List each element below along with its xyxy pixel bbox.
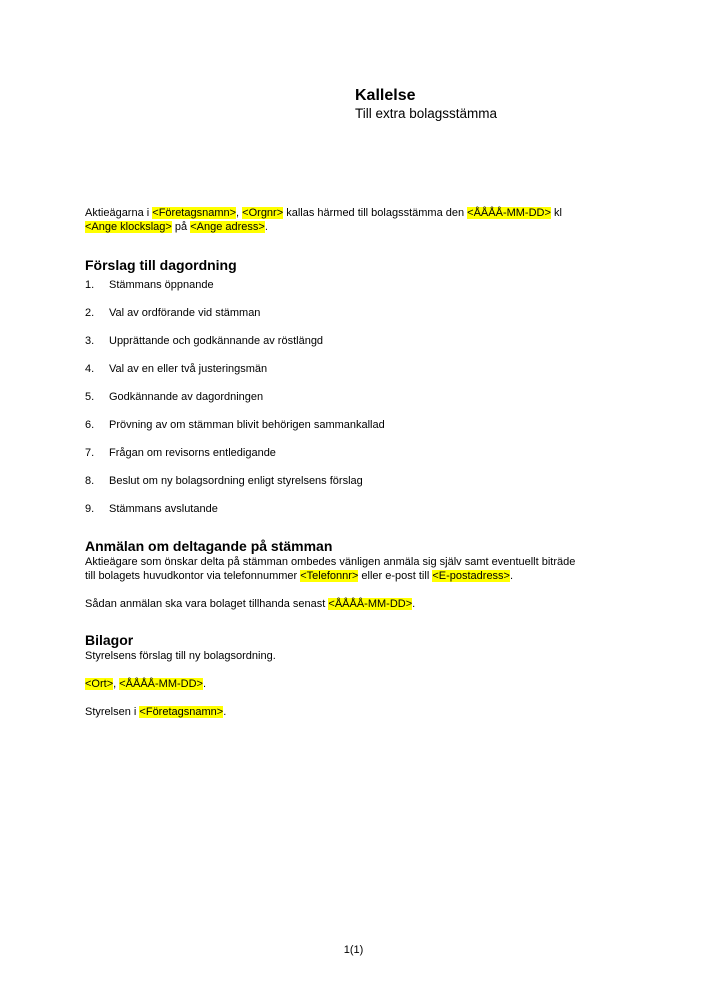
agenda-item: [85, 362, 625, 390]
deadline-text: Sådan anmälan ska vara bolaget tillhanda senast: [85, 598, 329, 610]
board-signature-line: [85, 705, 625, 719]
agenda-item-number: 1.: [85, 279, 95, 291]
intro-text: ,: [236, 207, 243, 219]
agenda-item-text: Frågan om revisorns entledigande: [109, 447, 276, 459]
agenda-item-number: 4.: [85, 363, 95, 375]
agenda-item: [85, 390, 625, 418]
attachment-item: Styrelsens förslag till ny bolagsordning.: [85, 650, 276, 662]
registration-heading: Anmälan om deltagande på stämman: [85, 538, 333, 554]
signature-date-placeholder: <ÅÅÅÅ-MM-DD>: [119, 678, 203, 690]
company-placeholder: <Företagsnamn>: [152, 207, 237, 219]
agenda-item: [85, 474, 625, 502]
registration-text: eller e-post till: [358, 570, 433, 582]
deadline-date-placeholder: <ÅÅÅÅ-MM-DD>: [328, 598, 413, 610]
agenda-item: [85, 502, 625, 530]
agenda-item-text: Stämmans avslutande: [109, 503, 218, 515]
agenda-item: [85, 278, 625, 306]
agenda-item-text: Val av ordförande vid stämman: [109, 307, 261, 319]
orgnr-placeholder: <Orgnr>: [242, 207, 284, 219]
attachments-heading: Bilagor: [85, 632, 134, 648]
address-placeholder: <Ange adress>: [190, 221, 265, 233]
title-block: [355, 87, 497, 122]
registration-paragraph: [85, 555, 625, 583]
board-company-placeholder: <Företagsnamn>: [139, 706, 224, 718]
phone-placeholder: <Telefonnr>: [300, 570, 359, 582]
agenda-item-text: Stämmans öppnande: [109, 279, 214, 291]
agenda-item: [85, 418, 625, 446]
agenda-item-number: 5.: [85, 391, 95, 403]
intro-text: kl: [550, 207, 562, 219]
deadline-paragraph: [85, 597, 625, 611]
agenda-item-number: 7.: [85, 447, 95, 459]
board-text: Styrelsen i: [85, 706, 140, 718]
agenda-item-number: 3.: [85, 335, 95, 347]
document-body: [85, 206, 625, 719]
agenda-item: [85, 306, 625, 334]
registration-text: Aktieägare som önskar delta på stämman ombedes vänligen anmäla sig själv samt eventuellt biträde: [85, 556, 576, 568]
registration-text: till bolagets huvudkontor via telefonnummer: [85, 570, 301, 582]
agenda-item-number: 6.: [85, 419, 95, 431]
agenda-item-text: Godkännande av dagordningen: [109, 391, 264, 403]
agenda-item-number: 2.: [85, 307, 95, 319]
time-placeholder: <Ange klockslag>: [85, 221, 172, 233]
agenda-item-text: Prövning av om stämman blivit behörigen sammankallad: [109, 419, 385, 431]
email-placeholder: <E-postadress>: [432, 570, 510, 582]
agenda-item: [85, 446, 625, 474]
registration-text: .: [509, 570, 514, 582]
intro-text: .: [264, 221, 268, 233]
agenda-item-text: Upprättande och godkännande av röstlängd: [109, 335, 324, 347]
place-date-sep: ,: [113, 678, 120, 690]
board-text: .: [223, 706, 227, 718]
page-number: 1(1): [343, 944, 364, 956]
place-date-end: .: [203, 678, 207, 690]
agenda-item-text: Val av en eller två justeringsmän: [109, 363, 268, 375]
agenda-heading: Förslag till dagordning: [85, 257, 237, 273]
agenda-item: [85, 334, 625, 362]
date-placeholder: <ÅÅÅÅ-MM-DD>: [467, 207, 551, 219]
agenda-item-number: 9.: [85, 503, 95, 515]
intro-text: på: [171, 221, 191, 233]
document-subtitle: Till extra bolagsstämma: [355, 106, 498, 121]
agenda-item-number: 8.: [85, 475, 95, 487]
agenda-item-text: Beslut om ny bolagsordning enligt styrelsens förslag: [109, 475, 363, 487]
agenda-list: [85, 278, 625, 530]
place-date-line: [85, 677, 625, 691]
deadline-text: .: [412, 598, 416, 610]
place-placeholder: <Ort>: [85, 678, 114, 690]
document-title: Kallelse: [355, 87, 416, 104]
intro-paragraph: [85, 206, 625, 234]
intro-text: kallas härmed till bolagsstämma den: [283, 207, 468, 219]
intro-text: Aktieägarna i: [85, 207, 153, 219]
